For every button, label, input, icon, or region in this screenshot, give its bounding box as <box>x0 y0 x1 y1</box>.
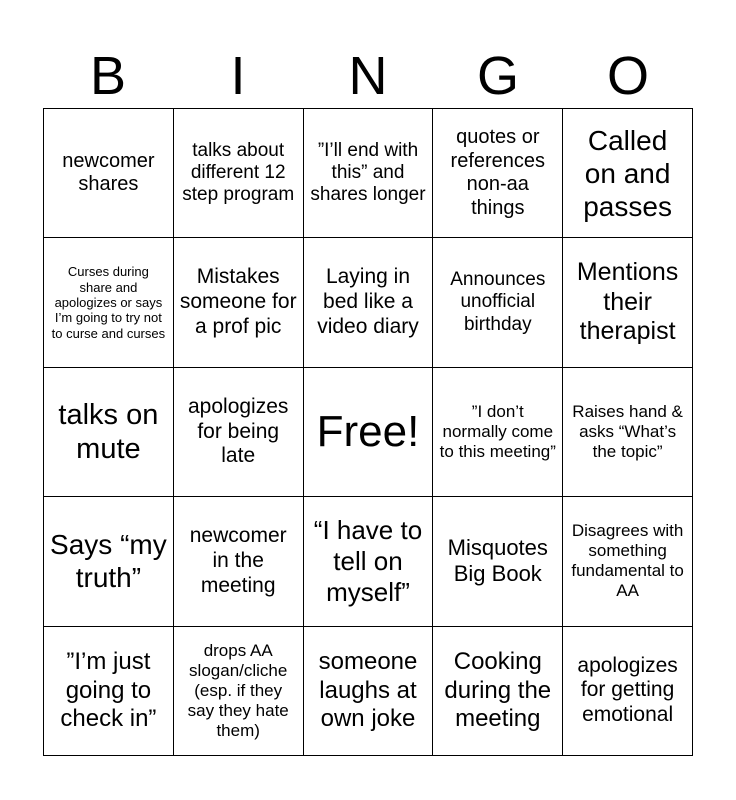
bingo-cell[interactable]: Curses during share and apologizes or says I’m going to try not to curse and curses <box>44 238 174 367</box>
title-letter-n: N <box>348 46 388 106</box>
bingo-cell[interactable]: apologizes for being late <box>174 368 304 497</box>
title-letter-i: I <box>230 46 246 106</box>
bingo-cell[interactable]: ”I’ll end with this” and shares longer <box>304 109 434 238</box>
bingo-cell[interactable]: apologizes for getting emotional <box>563 627 693 756</box>
bingo-cell[interactable]: Says “my truth” <box>44 497 174 626</box>
bingo-cell[interactable]: talks on mute <box>44 368 174 497</box>
bingo-cell-free[interactable]: Free! <box>304 368 434 497</box>
bingo-cell[interactable]: someone laughs at own joke <box>304 627 434 756</box>
bingo-grid <box>43 108 693 756</box>
bingo-cell[interactable]: Raises hand & asks “What’s the topic” <box>563 368 693 497</box>
bingo-cell[interactable]: ”I’m just going to check in” <box>44 627 174 756</box>
bingo-cell[interactable]: Laying in bed like a video diary <box>304 238 434 367</box>
bingo-title <box>43 44 693 108</box>
bingo-cell[interactable]: Called on and passes <box>563 109 693 238</box>
bingo-cell[interactable]: newcomer in the meeting <box>174 497 304 626</box>
title-letter-g: G <box>476 46 519 106</box>
bingo-cell[interactable]: Mistakes someone for a prof pic <box>174 238 304 367</box>
bingo-cell[interactable]: “I have to tell on myself” <box>304 497 434 626</box>
bingo-cell[interactable]: Cooking during the meeting <box>433 627 563 756</box>
bingo-cell[interactable]: Disagrees with something fundamental to AA <box>563 497 693 626</box>
bingo-cell[interactable]: quotes or references non-aa things <box>433 109 563 238</box>
bingo-cell[interactable]: drops AA slogan/cliche (esp. if they say they hate them) <box>174 627 304 756</box>
bingo-cell[interactable]: Announces unofficial birthday <box>433 238 563 367</box>
bingo-cell[interactable]: ”I don’t normally come to this meeting” <box>433 368 563 497</box>
title-letter-o: O <box>606 46 649 106</box>
bingo-cell[interactable]: talks about different 12 step program <box>174 109 304 238</box>
bingo-cell[interactable]: Misquotes Big Book <box>433 497 563 626</box>
title-letter-b: B <box>89 46 127 106</box>
bingo-cell[interactable]: newcomer shares <box>44 109 174 238</box>
bingo-cell[interactable]: Mentions their therapist <box>563 238 693 367</box>
